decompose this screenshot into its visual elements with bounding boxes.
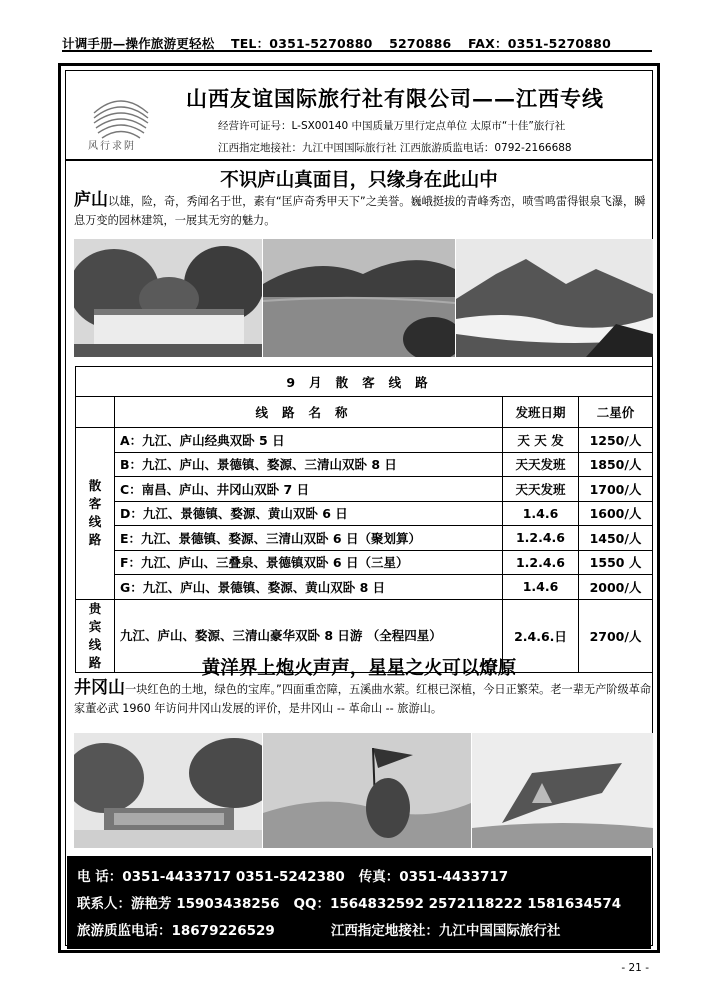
contact-person: 联系人：游艳芳 15903438256 [77, 896, 280, 912]
contact-local-agent: 江西指定地接社：九江中国国际旅行社 [330, 923, 561, 939]
route-name: F：九江、庐山、三叠泉、景德镇双卧 6 日（三星） [115, 550, 503, 575]
route-price: 2000/人 [579, 575, 653, 600]
page-number: - 21 - [621, 962, 649, 974]
jgs-photo-statue [263, 733, 471, 848]
jgs-photo-sculpture [472, 733, 653, 848]
jinggangshan-desc: 一块红色的土地，绿色的宝库。”四面重峦障，五溪曲水萦。红根已深植，今日正繁荣。老一辈无产阶级革命家董必武 1960 年访问井冈山发展的评价，是井冈山 -- 革命山 -- 旅游山。 [74, 683, 652, 715]
lushan-name: 庐山 [74, 190, 108, 210]
contact-phone: 电 话：0351-4433717 0351-5242380 [77, 869, 345, 885]
page-inner [65, 70, 653, 946]
contact-line-2 [77, 892, 641, 919]
route-price: 1550 人 [579, 550, 653, 575]
banner-slogan: 计调手册—操作旅游更轻松 [62, 36, 215, 51]
vip-route-price: 2700/人 [579, 599, 653, 672]
route-price: 1450/人 [579, 526, 653, 551]
route-price: 1250/人 [579, 428, 653, 453]
lushan-paragraph [74, 191, 652, 230]
table-row [76, 428, 653, 453]
col-header-name: 线路名称 [115, 397, 503, 428]
page-frame [58, 63, 660, 953]
col-header-date: 发班日期 [503, 397, 579, 428]
jgs-photo-monument [74, 733, 262, 848]
contact-footer [67, 856, 651, 949]
route-name: A：九江、庐山经典双卧 5 日 [115, 428, 503, 453]
table-row [76, 550, 653, 575]
table-row [76, 452, 653, 477]
banner-tel2: 5270886 [389, 36, 452, 51]
route-name: B：九江、庐山、景德镇、婺源、三清山双卧 8 日 [115, 452, 503, 477]
table-caption: 9月散客线路 [76, 367, 653, 397]
jinggangshan-name: 井冈山 [74, 678, 125, 698]
route-name: D：九江、景德镇、婺源、黄山双卧 6 日 [115, 501, 503, 526]
banner-fax: FAX：0351-5270880 [467, 36, 611, 51]
route-price: 1850/人 [579, 452, 653, 477]
route-date: 1.2.4.6 [503, 550, 579, 575]
route-name: C：南昌、庐山、井冈山双卧 7 日 [115, 477, 503, 502]
route-date: 天 天 发 [503, 428, 579, 453]
header-blank-cell [76, 397, 115, 428]
table-row [76, 477, 653, 502]
lushan-heading: 不识庐山真面目，只缘身在此山中 [220, 170, 498, 191]
contact-qq: QQ：1564832592 2572118222 1581634574 [293, 896, 622, 912]
license-line: 经营许可证号：L-SX00140 中国质量万里行定点单位 太原市“十佳”旅行社 [218, 120, 566, 132]
lushan-desc: 以雄，险，奇，秀闻名于世，素有“匡庐奇秀甲天下”之美誉。巍峨挺拔的青峰秀峦，喷雪鸣雷得银泉飞瀑，瞬息万变的园林建筑，一展其无穷的魅力。 [74, 195, 646, 227]
route-price: 1700/人 [579, 477, 653, 502]
logo-text: 风行求阴 [88, 141, 136, 152]
route-date: 1.4.6 [503, 501, 579, 526]
jinggangshan-paragraph [74, 679, 652, 718]
route-name: E：九江、景德镇、婺源、三清山双卧 6 日（聚划算） [115, 526, 503, 551]
route-date: 1.2.4.6 [503, 526, 579, 551]
route-date: 天天发班 [503, 477, 579, 502]
contact-line-3 [77, 919, 641, 946]
banner-tel: TEL：0351-5270880 [230, 36, 373, 51]
route-table [75, 366, 653, 673]
table-row [76, 501, 653, 526]
contact-line-1 [77, 865, 641, 892]
category-vip: 贵宾线路 [76, 599, 115, 672]
jinggangshan-heading: 黄洋界上炮火声声，星星之火可以燎原 [201, 658, 517, 679]
header-divider [66, 159, 652, 161]
table-row [76, 526, 653, 551]
lushan-photo-building [74, 239, 262, 357]
lushan-photo-mountain [456, 239, 653, 357]
contact-supervision: 旅游质监电话：18679226529 [77, 923, 275, 939]
lushan-photo-lake [263, 239, 455, 357]
col-header-price: 二星价 [579, 397, 653, 428]
route-name: G：九江、庐山、景德镇、婺源、黄山双卧 8 日 [115, 575, 503, 600]
category-scatter: 散客线路 [76, 428, 115, 600]
route-price: 1600/人 [579, 501, 653, 526]
contact-fax: 传真：0351-4433717 [358, 869, 509, 885]
route-date: 1.4.6 [503, 575, 579, 600]
vip-route-date: 2.4.6.日 [503, 599, 579, 672]
vip-route-name: 九江、庐山、婺源、三清山豪华双卧 8 日游 （全程四星） [115, 599, 503, 672]
company-title: 山西友谊国际旅行社有限公司——江西专线 [186, 86, 604, 111]
agent-line: 江西指定地接社：九江中国国际旅行社 江西旅游质监电话：0792-2166688 [218, 142, 572, 154]
top-banner [62, 34, 652, 52]
route-date: 天天发班 [503, 452, 579, 477]
table-row [76, 575, 653, 600]
